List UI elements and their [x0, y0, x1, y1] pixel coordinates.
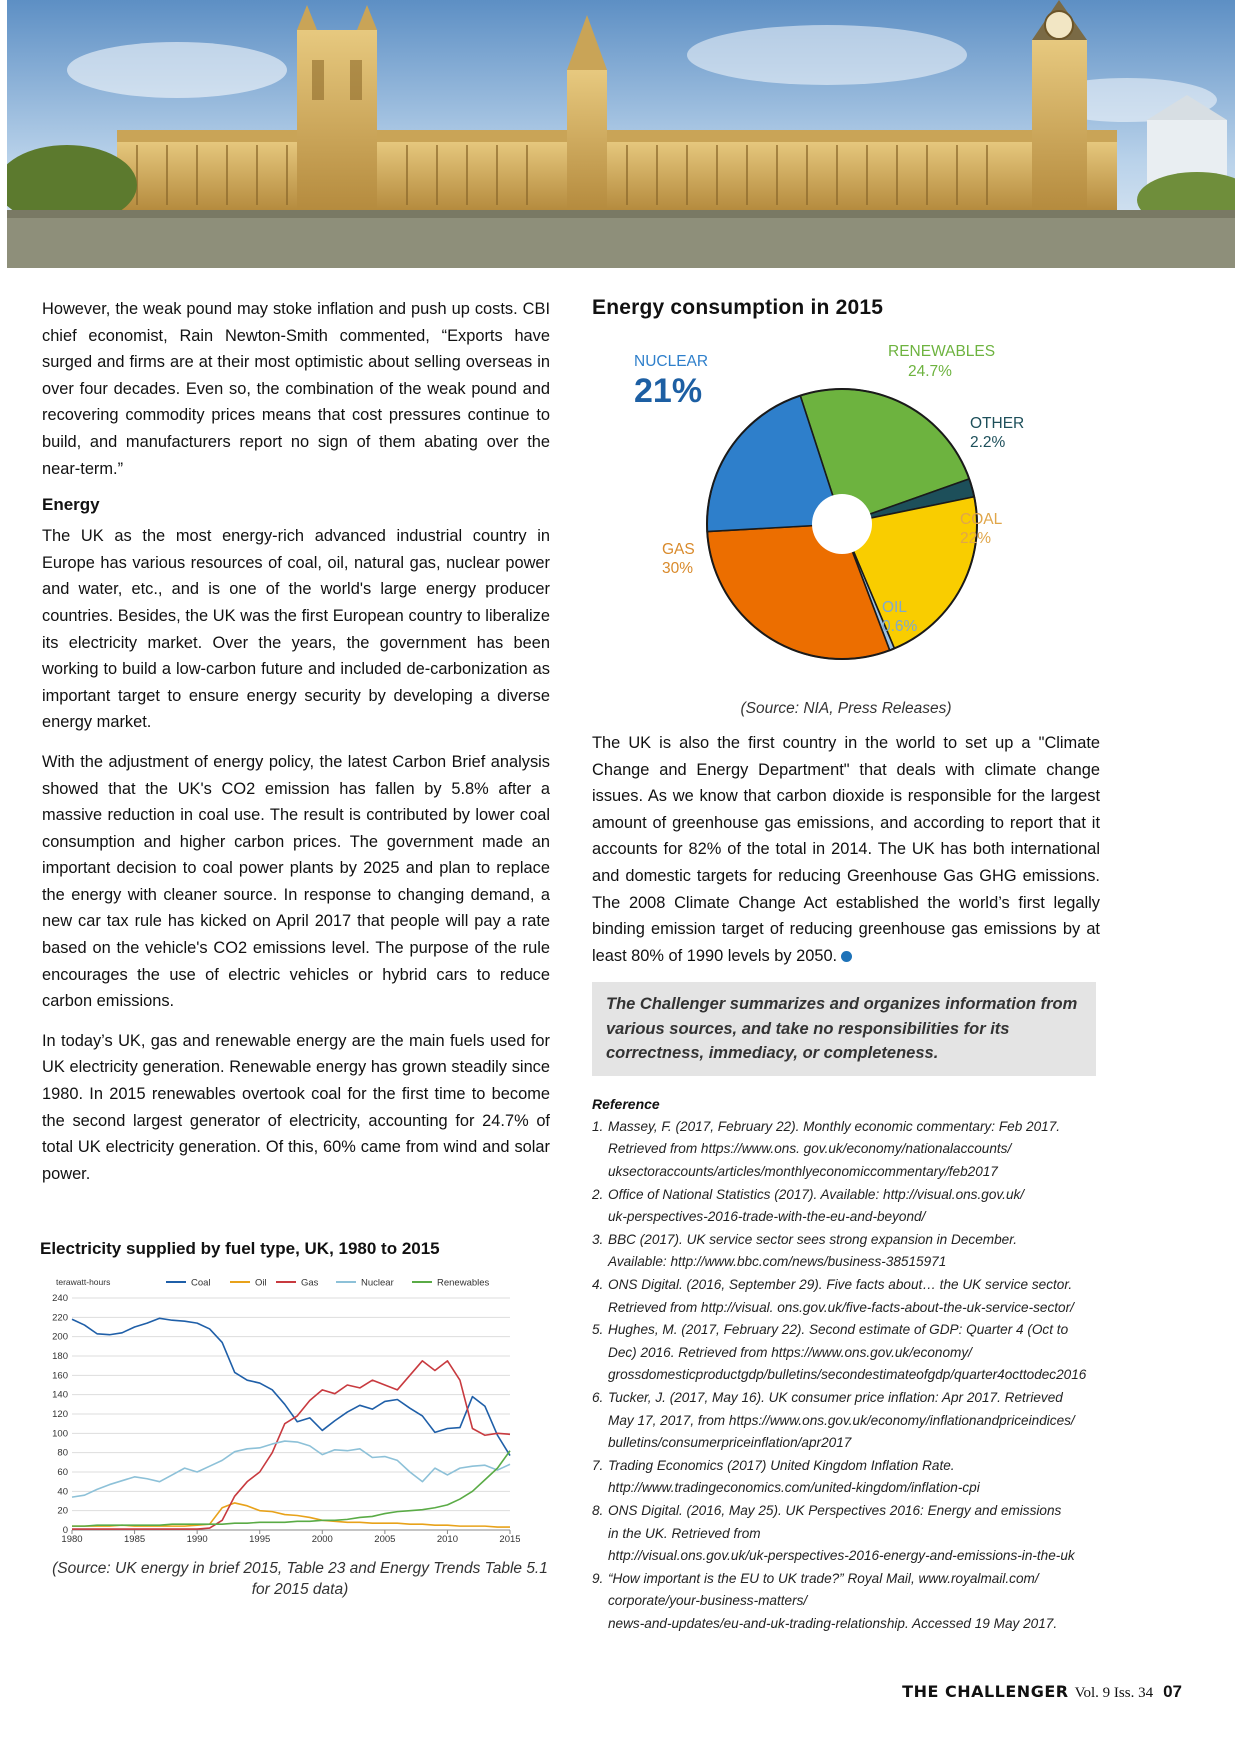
y-tick-label: 80 — [57, 1447, 68, 1459]
series-line-nuclear — [72, 1441, 510, 1497]
reference-line: grossdomesticproductgdp/bulletins/secondestimateofgdp/quarter4octtodec2016 — [608, 1367, 1087, 1383]
reference-line: ONS Digital. (2016, May 25). UK Perspectives 2016: Energy and emissions — [608, 1502, 1062, 1518]
reference-title: Reference — [592, 1095, 660, 1112]
reference-line: http://www.tradingeconomics.com/united-kingdom/inflation-cpi — [608, 1480, 980, 1496]
reference-line: news-and-updates/eu-and-uk-trading-relationship. Accessed 19 May 2017. — [608, 1615, 1058, 1631]
reference-line: http://visual.ons.gov.uk/uk-perspectives-2016-energy-and-emissions-in-the-uk — [608, 1548, 1075, 1564]
legend-label-oil: Oil — [255, 1277, 267, 1289]
y-tick-label: 240 — [52, 1293, 68, 1304]
y-tick-label: 220 — [52, 1312, 68, 1324]
reference-line: Retrieved from https://www.ons. gov.uk/economy/nationalaccounts/ — [608, 1141, 1012, 1157]
x-tick-label: 1985 — [124, 1534, 146, 1545]
reference-list — [592, 1116, 1100, 1636]
reference-item — [592, 1184, 1100, 1229]
line-chart-caption: (Source: UK energy in brief 2015, Table 23 and Energy Trends Table 5.1 for 2015 data) — [52, 1560, 548, 1598]
reference-item — [592, 1116, 1100, 1184]
reference-line: bulletins/consumerpriceinflation/apr2017 — [608, 1435, 852, 1451]
hero-photo-parliament — [7, 0, 1235, 268]
x-tick-label: 2010 — [436, 1534, 458, 1545]
reference-number: 8. — [592, 1502, 604, 1518]
reference-item — [592, 1455, 1100, 1500]
pie-value-gas: 30% — [662, 560, 694, 577]
article-paragraph-3: With the adjustment of energy policy, the latest Carbon Brief analysis showed that the UK's CO2 emission has fallen by 5.8% after a massive reduction in coal use. The result is contributed by lower coal consumption and higher carbon prices. The government made an important decision to coal power plants by 2025 and plan to replace the energy with cleaner source. In response to changing demand, a new car tax rule has kicked on April 2017 that people will pay a rate based on the vehicle's CO2 emissions level. The purpose of the rule encourages the use of electric vehicles or hybrid cars to reduce carbon emissions. — [42, 752, 550, 1011]
y-tick-label: 160 — [52, 1370, 68, 1382]
reference-line: Office of National Statistics (2017). Available: http://visual.ons.gov.uk/ — [608, 1186, 1025, 1202]
pie-label-coal: COAL — [960, 511, 1003, 528]
x-tick-label: 1990 — [186, 1534, 208, 1545]
article-paragraph-2: The UK as the most energy-rich advanced industrial country in Europe has various resources of coal, oil, natural gas, nuclear power and water, etc., and is one of the world's large energy producer countries. Besides, the UK was the first European country to liberalize its electricity market. Over the years, the government has been working to build a low-carbon future and included de-carbonization as important target to ensure energy security by developing a diverse energy market. — [42, 527, 550, 732]
line-chart — [40, 1276, 520, 1551]
y-tick-label: 140 — [52, 1389, 68, 1401]
series-line-oil — [72, 1503, 510, 1527]
reference-line: Retrieved from http://visual. ons.gov.uk/five-facts-about-the-uk-service-sector/ — [608, 1299, 1074, 1315]
article-paragraph-1: However, the weak pound may stoke inflation and push up costs. CBI chief economist, Rain Newton-Smith commented, “Exports have surged and firms are at their most optimistic about selling overseas in over four decades. Even so, the combination of the weak pound and recovering commodity prices means that cost pressures continue to build, and manufacturers report no sign of them abating over the near-term.” — [42, 300, 550, 478]
page-footer — [902, 1682, 1182, 1702]
end-of-article-icon — [841, 951, 852, 962]
reference-number: 1. — [592, 1118, 604, 1134]
article-paragraph-5-text: The UK is also the first country in the world to set up a "Climate Change and Energy Department" that deals with climate change issues. As we know that carbon dioxide is responsible for the largest amount of greenhouse gas emissions, and according to report that it accounts for 82% of the total in 2014. The UK has both international and domestic targets for reducing Greenhouse Gas GHG emissions. The 2008 Climate Change Act established the world’s first legally binding emission target of reducing greenhouse gas emissions by at least 80% of 1990 levels by 2050. — [592, 734, 1100, 965]
pie-label-nuclear: NUCLEAR — [634, 353, 709, 370]
reference-line: uk-perspectives-2016-trade-with-the-eu-and-beyond/ — [608, 1209, 926, 1225]
pie-chart-title: Energy consumption in 2015 — [592, 296, 884, 319]
reference-line: “How important is the EU to UK trade?” Royal Mail, www.royalmail.com/ — [608, 1570, 1039, 1586]
x-tick-label: 2000 — [311, 1534, 333, 1545]
reference-line: Dec) 2016. Retrieved from https://www.ons.gov.uk/economy/ — [608, 1344, 972, 1360]
page-number: 07 — [1163, 1682, 1182, 1701]
reference-line: in the UK. Retrieved from — [608, 1525, 761, 1541]
reference-item — [592, 1500, 1100, 1568]
y-tick-label: 200 — [52, 1331, 68, 1343]
series-line-gas — [72, 1361, 510, 1529]
reference-item — [592, 1229, 1100, 1274]
reference-line: Massey, F. (2017, February 22). Monthly economic commentary: Feb 2017. — [608, 1118, 1061, 1134]
legend-label-coal: Coal — [191, 1277, 211, 1289]
y-axis-label: terawatt-hours — [56, 1277, 111, 1287]
reference-number: 5. — [592, 1322, 604, 1338]
pie-value-other: 2.2% — [970, 434, 1006, 451]
reference-number: 2. — [592, 1186, 604, 1202]
reference-item — [592, 1274, 1100, 1319]
line-chart-title: Electricity supplied by fuel type, UK, 1980 to 2015 — [40, 1239, 440, 1258]
magazine-logo: THE CHALLENGER — [902, 1682, 1069, 1701]
pie-label-gas: GAS — [662, 541, 695, 558]
pie-label-renewables: RENEWABLES — [888, 343, 996, 360]
reference-line: ONS Digital. (2016, September 29). Five facts about… the UK service sector. — [608, 1277, 1073, 1292]
reference-line: Trading Economics (2017) United Kingdom Inflation Rate. — [608, 1457, 955, 1473]
y-tick-label: 60 — [57, 1467, 68, 1478]
x-tick-label: 2005 — [374, 1534, 396, 1545]
reference-line: May 17, 2017, from https://www.ons.gov.uk/economy/inflationandpriceindices/ — [608, 1412, 1075, 1428]
left-column — [42, 296, 550, 1200]
series-line-coal — [72, 1318, 510, 1455]
pie-chart — [592, 324, 1100, 714]
pie-chart-caption: (Source: NIA, Press Releases) — [740, 700, 952, 717]
reference-item — [592, 1568, 1100, 1636]
x-tick-label: 2015 — [499, 1534, 520, 1545]
reference-item — [592, 1319, 1100, 1387]
right-column — [592, 296, 1100, 1636]
pie-value-oil: 0.6% — [882, 618, 918, 635]
y-tick-label: 0 — [62, 1525, 68, 1536]
reference-number: 4. — [592, 1277, 604, 1292]
reference-line: BBC (2017). UK service sector sees strong expansion in December. — [608, 1231, 1018, 1247]
y-tick-label: 20 — [57, 1505, 68, 1517]
pie-value-renewables: 24.7% — [908, 363, 952, 380]
reference-number: 9. — [592, 1570, 604, 1586]
reference-item — [592, 1387, 1100, 1455]
reference-line: uksectoraccounts/articles/monthlyeconomiccommentary/feb2017 — [608, 1164, 998, 1180]
x-tick-label: 1980 — [61, 1534, 83, 1545]
y-tick-label: 120 — [52, 1409, 68, 1420]
reference-number: 6. — [592, 1389, 604, 1405]
legend-label-renewables: Renewables — [437, 1277, 490, 1289]
pie-label-other: OTHER — [970, 415, 1025, 432]
reference-number: 3. — [592, 1231, 604, 1247]
article-paragraph-5 — [592, 730, 1100, 969]
reference-number: 7. — [592, 1457, 604, 1473]
x-tick-label: 1995 — [249, 1534, 271, 1545]
energy-heading: Energy — [42, 495, 100, 515]
article-paragraph-4: In today’s UK, gas and renewable energy are the main fuels used for UK electricity generation. Renewable energy has grown steadily since 1980. In 2015 renewables overtook coal for the first time to become the second largest generator of electricity, accounting for 24.7% of total UK electricity generation. Of this, 60% came from wind and solar power. — [42, 1031, 550, 1183]
pie-value-nuclear: 21% — [634, 372, 703, 410]
legend-label-gas: Gas — [301, 1277, 319, 1289]
reference-line: Available: http://www.bbc.com/news/business-38515971 — [608, 1254, 947, 1270]
reference-line: Hughes, M. (2017, February 22). Second estimate of GDP: Quarter 4 (Oct to — [608, 1322, 1069, 1338]
reference-line: corporate/your-business-matters/ — [608, 1593, 808, 1609]
y-tick-label: 180 — [52, 1351, 68, 1362]
pie-label-oil: OIL — [882, 599, 907, 616]
pie-center-hole — [812, 494, 872, 554]
legend-label-nuclear: Nuclear — [361, 1277, 394, 1289]
pie-value-coal: 22% — [960, 530, 992, 547]
y-tick-label: 40 — [57, 1486, 68, 1498]
y-tick-label: 100 — [52, 1428, 68, 1440]
disclaimer-box: The Challenger summarizes and organizes information from various sources, and take no responsibilities for its correctness, immediacy, or completeness. — [592, 982, 1096, 1076]
reference-line: Tucker, J. (2017, May 16). UK consumer price inflation: Apr 2017. Retrieved — [608, 1389, 1063, 1405]
volume-issue: Vol. 9 Iss. 34 — [1074, 1685, 1154, 1701]
